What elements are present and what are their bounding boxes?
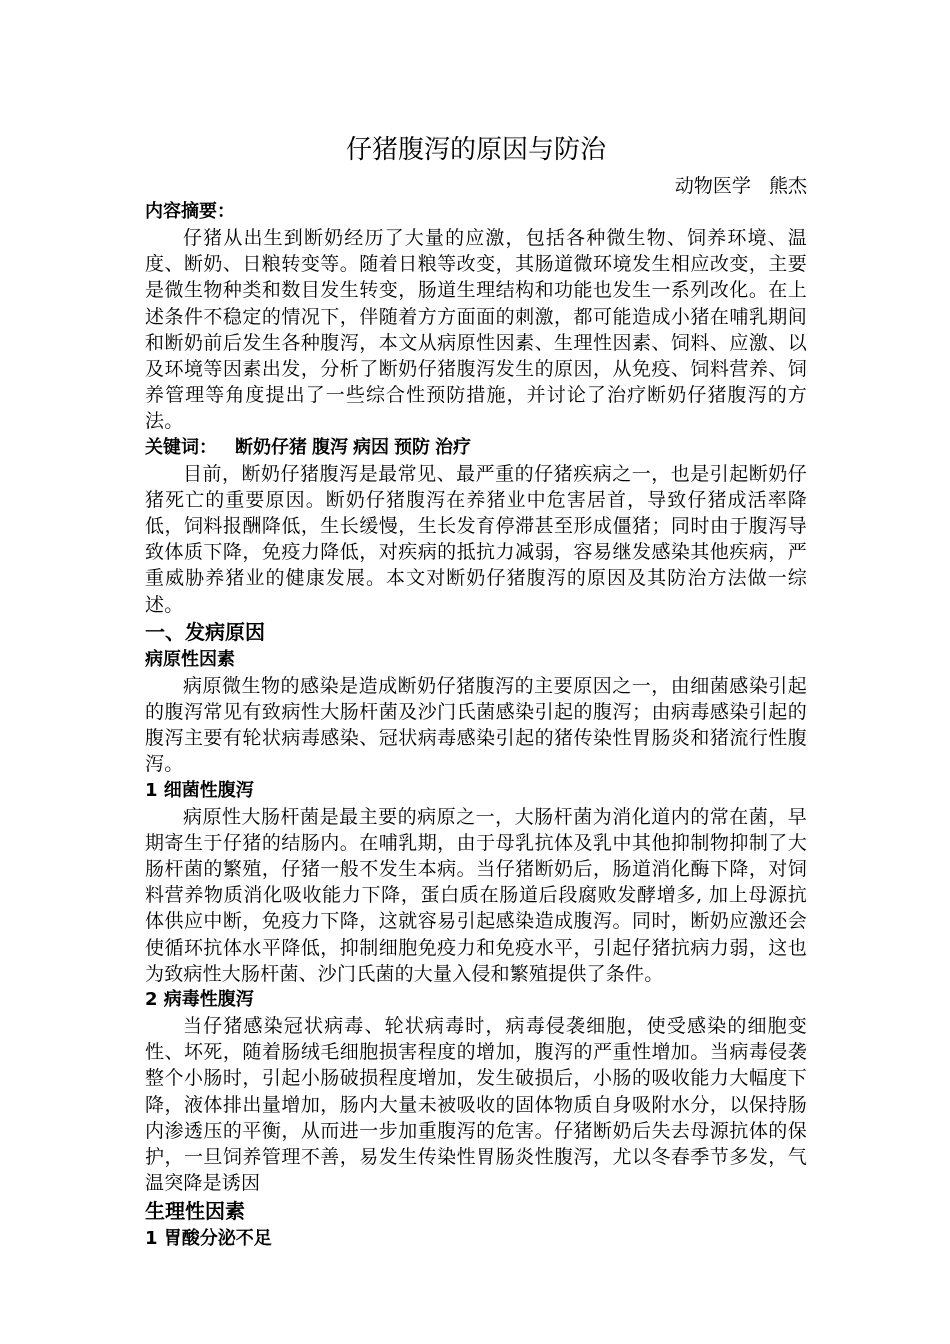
keyword: 预防 bbox=[394, 436, 430, 458]
keywords-label: 关键词： bbox=[145, 436, 217, 458]
intro-paragraph: 目前，断奶仔猪腹泻是最常见、最严重的仔猪疾病之一，也是引起断奶仔猪死亡的重要原因。断奶仔猪腹泻在养猪业中危害居首，导致仔猪成活率降低，饲料报酬降低，生长缓慢，生长发育停滞甚至形成僵猪；同时由于腹泻导致体质下降，免疫力降低，对疾病的抵抗力减弱，容易继发感染其他疾病，严重威胁养猪业的健康发展。本文对断奶仔猪腹泻的原因及其防治方法做一综述。 bbox=[145, 462, 807, 616]
subsection-heading-pathogenic: 病原性因素 bbox=[145, 648, 235, 670]
document-body bbox=[145, 199, 807, 1252]
keyword: 腹泻 bbox=[312, 436, 348, 458]
pathogenic-paragraph: 病原微生物的感染是造成断奶仔猪腹泻的主要原因之一，由细菌感染引起的腹泻常见有致病性大肠杆菌及沙门氏菌感染引起的腹泻；由病毒感染引起的腹泻主要有轮状病毒感染、冠状病毒感染引起的猪传染性胃肠炎和猪流行性腹泻。 bbox=[145, 674, 807, 776]
subsection-heading-bacterial: 1 细菌性腹泻 bbox=[145, 779, 254, 801]
section-heading-causes: 一、发病原因 bbox=[145, 619, 265, 644]
keyword: 治疗 bbox=[435, 436, 471, 458]
document-title: 仔猪腹泻的原因与防治 bbox=[345, 135, 606, 165]
keyword: 断奶仔猪 bbox=[235, 436, 307, 458]
abstract-paragraph: 仔猪从出生到断奶经历了大量的应激，包括各种微生物、饲养环境、温度、断奶、日粮转变等。随着日粮等改变，其肠道微环境发生相应改变，主要是微生物种类和数目发生转变，肠道生理结构和功能也发生一系列改化。在上述条件不稳定的情况下，伴随着方方面面的刺激，都可能造成小猪在哺乳期间和断奶前后发生各种腹泻，本文从病原性因素、生理性因素、饲料、应激、以及环境等因素出发，分析了断奶仔猪腹泻发生的原因，从免疫、饲料营养、饲养管理等角度提出了一些综合性预防措施，并讨论了治疗断奶仔猪腹泻的方法。 bbox=[145, 227, 807, 433]
author-line: 动物医学 熊杰 bbox=[674, 175, 807, 197]
subsection-heading-physiological: 生理性因素 bbox=[145, 1198, 245, 1223]
keywords-line bbox=[145, 435, 807, 461]
viral-paragraph: 当仔猪感染冠状病毒、轮状病毒时，病毒侵袭细胞，使受感染的细胞变性、坏死，随着肠绒毛细胞损害程度的增加，腹泻的严重性增加。当病毒侵袭整个小肠时，引起小肠破损程度增加，发生破损后，小肠的吸收能力大幅度下降，液体排出量增加，肠内大量未被吸收的固体物质自身吸附水分，以保持肠内渗透压的平衡，从而进一步加重腹泻的危害。仔猪断奶后失去母源抗体的保护，一旦饲养管理不善，易发生传染性胃肠炎性腹泻，尤以冬春季节多发，气温突降是诱因 bbox=[145, 1015, 807, 1195]
keyword: 病因 bbox=[353, 436, 389, 458]
subsection-heading-gastric: 1 胃酸分泌不足 bbox=[145, 1227, 272, 1249]
bacterial-paragraph: 病原性大肠杆菌是最主要的病原之一，大肠杆菌为消化道内的常在菌，早期寄生于仔猪的结肠内。在哺乳期，由于母乳抗体及乳中其他抑制物抑制了大肠杆菌的繁殖，仔猪一般不发生本病。当仔猪断奶后，肠道消化酶下降，对饲料营养物质消化吸收能力下降，蛋白质在肠道后段腐败发酵增多, 加上母源抗体供应中断，免疫力下降，这就容易引起感染造成腹泻。同时，断奶应激还会使循环抗体水平降低，抑制细胞免疫力和免疫水平，引起仔猪抗病力弱，这也为致病性大肠杆菌、沙门氏菌的大量入侵和繁殖提供了条件。 bbox=[145, 805, 807, 985]
subsection-heading-viral: 2 病毒性腹泻 bbox=[145, 989, 254, 1011]
abstract-heading: 内容摘要： bbox=[145, 201, 235, 222]
